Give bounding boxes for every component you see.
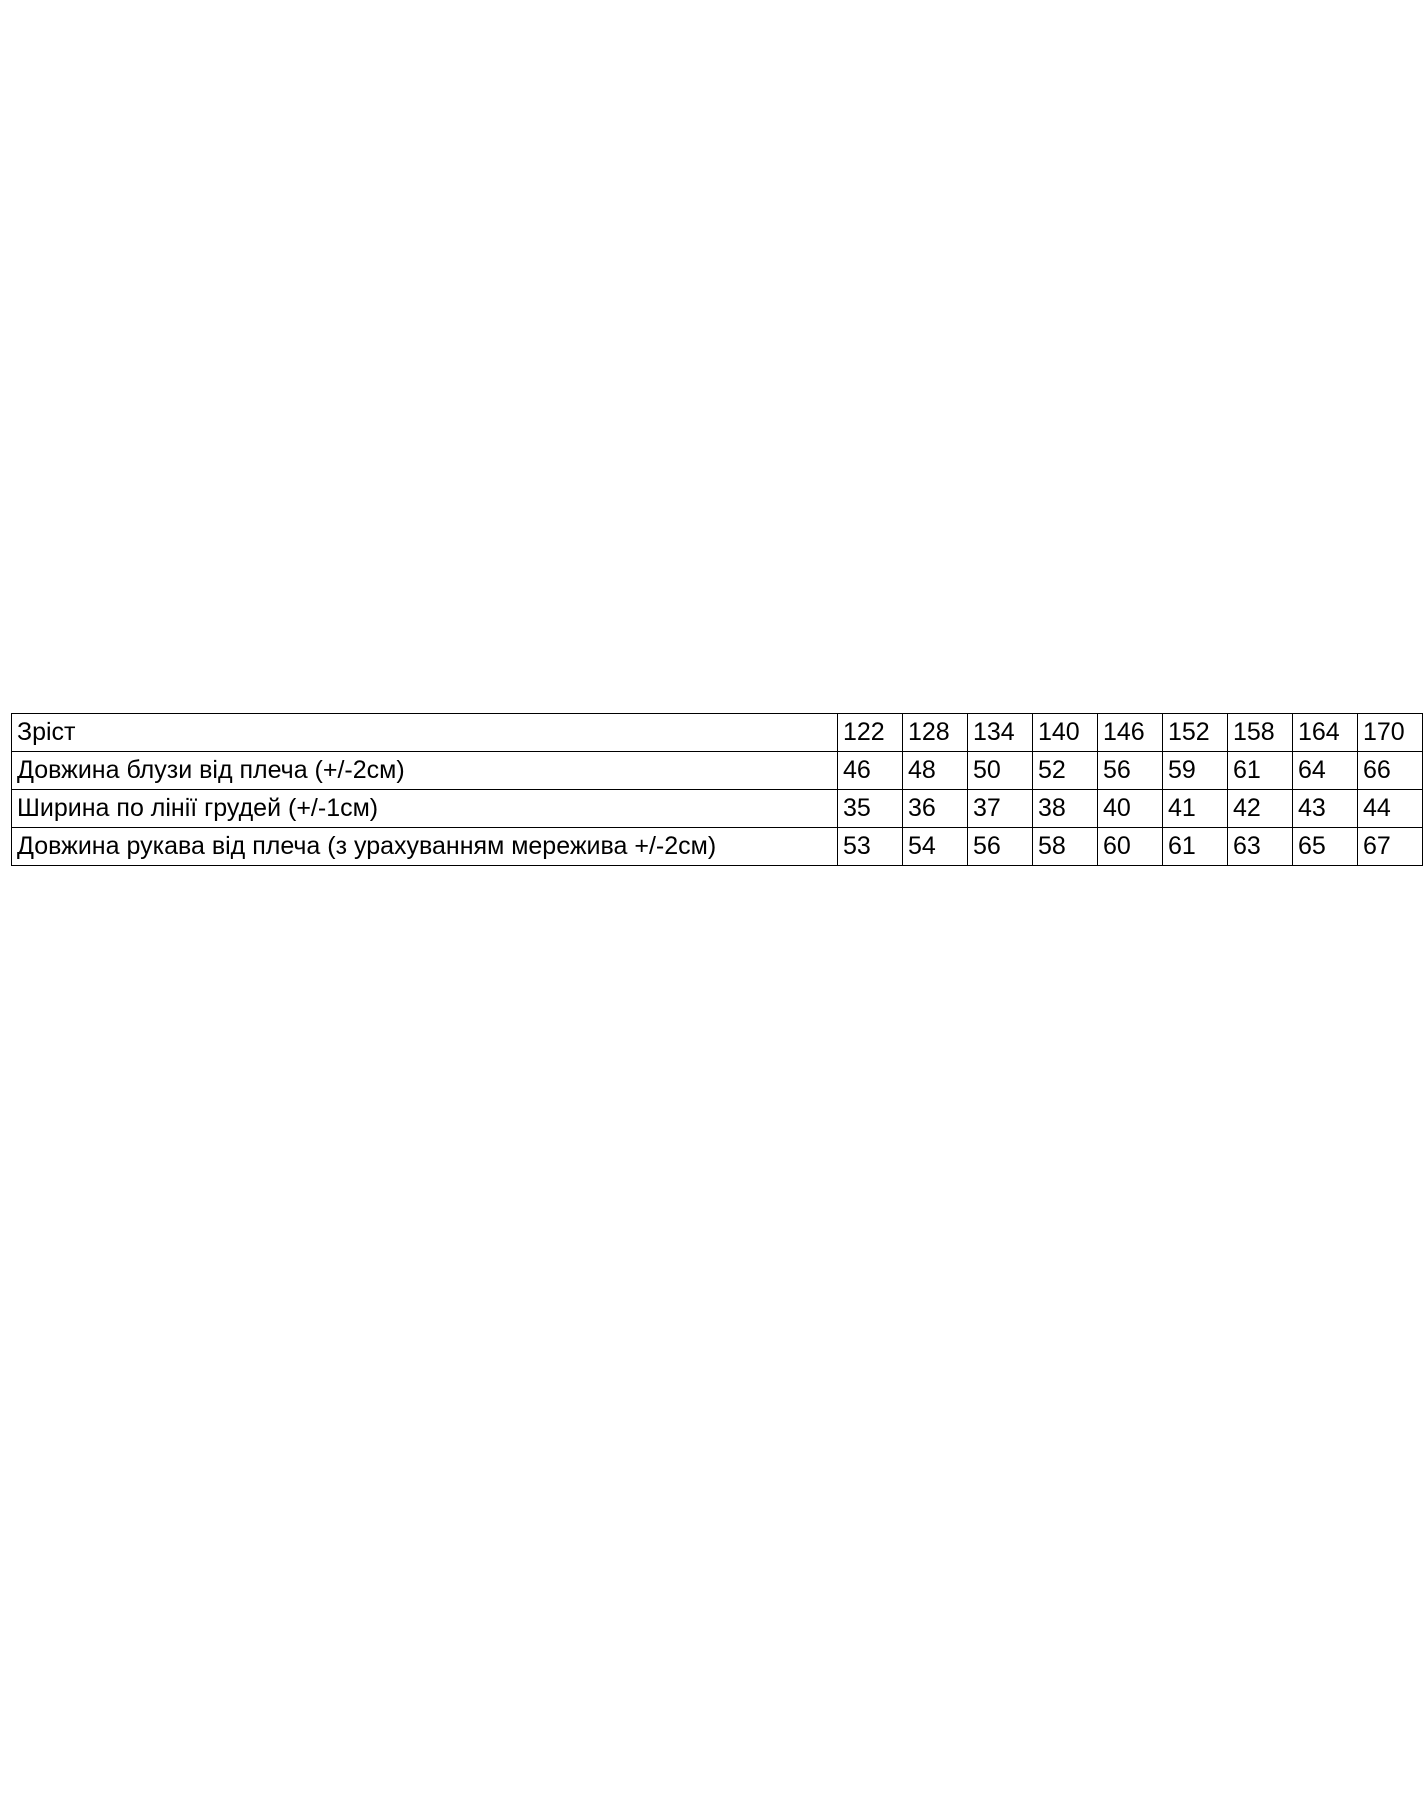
table-row <box>12 828 1422 865</box>
row-label: Ширина по лінії грудей (+/-1см) <box>12 790 838 828</box>
cell-value: 38 <box>1033 790 1098 828</box>
cell-value: 40 <box>1098 790 1163 828</box>
cell-value: 164 <box>1293 714 1358 752</box>
cell-value: 56 <box>1098 752 1163 790</box>
cell-value: 65 <box>1293 828 1358 865</box>
size-chart-container <box>11 713 1405 866</box>
cell-value: 41 <box>1163 790 1228 828</box>
row-label: Довжина рукава від плеча (з урахуванням мережива +/-2см) <box>12 828 838 865</box>
cell-value: 64 <box>1293 752 1358 790</box>
cell-value: 59 <box>1163 752 1228 790</box>
cell-value: 44 <box>1358 790 1422 828</box>
cell-value: 58 <box>1033 828 1098 865</box>
row-label: Зріст <box>12 714 838 752</box>
cell-value: 52 <box>1033 752 1098 790</box>
cell-value: 43 <box>1293 790 1358 828</box>
cell-value: 61 <box>1163 828 1228 865</box>
cell-value: 35 <box>838 790 903 828</box>
cell-value: 63 <box>1228 828 1293 865</box>
cell-value: 152 <box>1163 714 1228 752</box>
cell-value: 37 <box>968 790 1033 828</box>
cell-value: 46 <box>838 752 903 790</box>
cell-value: 50 <box>968 752 1033 790</box>
table-row <box>12 714 1422 752</box>
cell-value: 56 <box>968 828 1033 865</box>
cell-value: 36 <box>903 790 968 828</box>
cell-value: 54 <box>903 828 968 865</box>
cell-value: 48 <box>903 752 968 790</box>
cell-value: 42 <box>1228 790 1293 828</box>
row-label: Довжина блузи від плеча (+/-2см) <box>12 752 838 790</box>
cell-value: 134 <box>968 714 1033 752</box>
cell-value: 67 <box>1363 831 1391 860</box>
cell-value: 66 <box>1358 752 1422 790</box>
cell-value: 60 <box>1098 828 1163 865</box>
cell-value: 53 <box>838 828 903 865</box>
cell-value: 170 <box>1358 714 1422 752</box>
cell-value: 122 <box>838 714 903 752</box>
size-chart-table <box>11 713 1423 866</box>
cell-value: 146 <box>1098 714 1163 752</box>
cell-value: 140 <box>1033 714 1098 752</box>
cell-value: 158 <box>1228 714 1293 752</box>
cell-value: 61 <box>1228 752 1293 790</box>
table-row <box>12 790 1422 828</box>
table-row <box>12 752 1422 790</box>
cell-value: 128 <box>903 714 968 752</box>
